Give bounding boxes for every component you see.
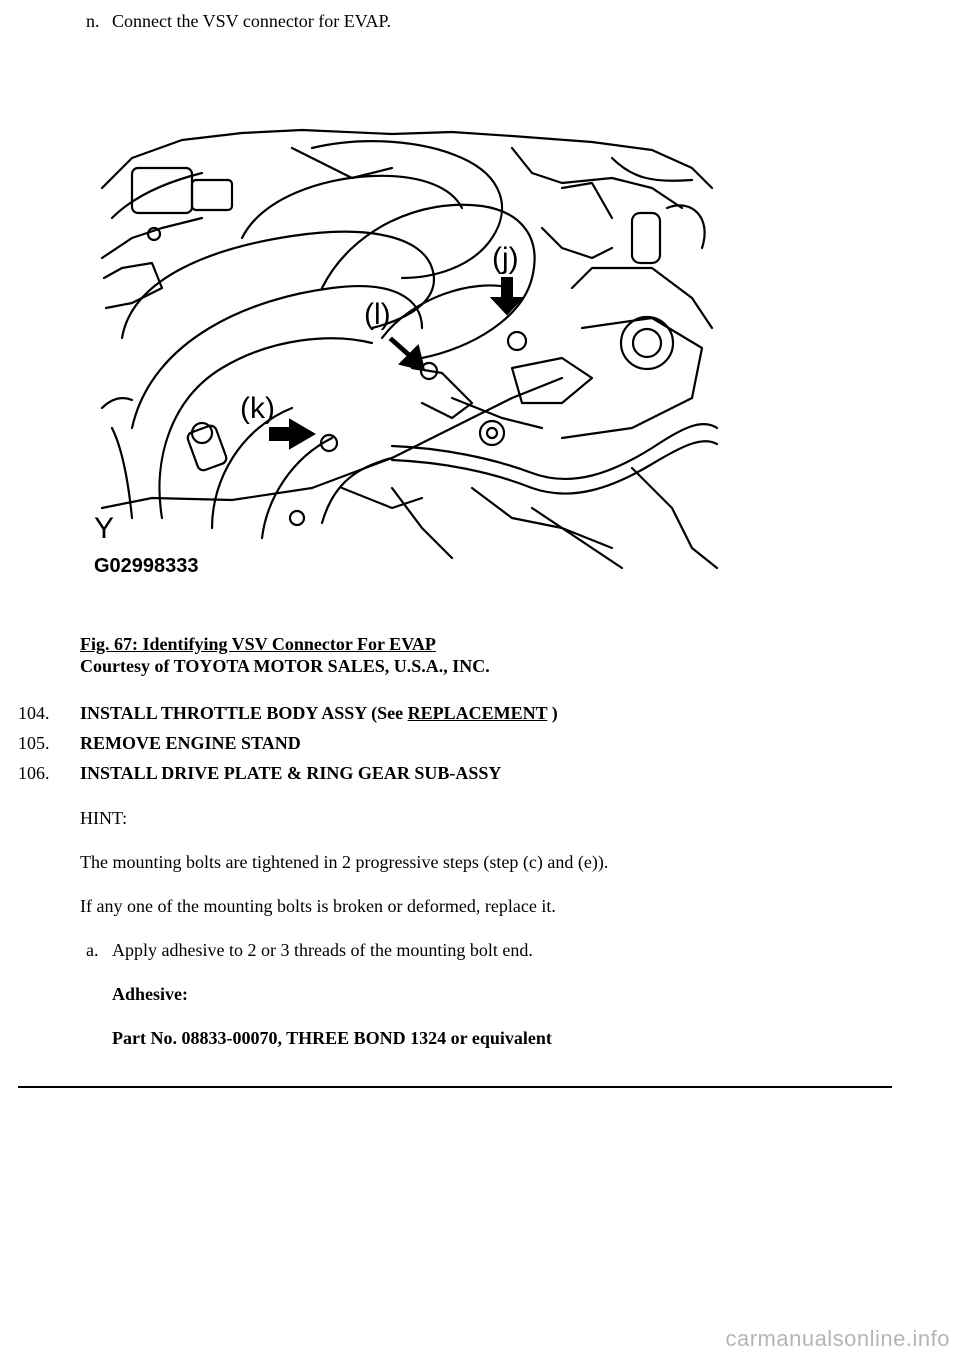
step-106-text: INSTALL DRIVE PLATE & RING GEAR SUB-ASSY [80, 763, 502, 783]
image-code: G02998333 [94, 555, 199, 577]
hint-label: HINT: [80, 808, 128, 828]
substep-n-marker: n. [86, 11, 100, 31]
substep-a-text: Apply adhesive to 2 or 3 threads of the mounting bolt end. [112, 940, 533, 960]
step-106-number: 106. [18, 763, 50, 783]
site-watermark: carmanualsonline.info [725, 1326, 950, 1351]
step-104-suffix: ) [547, 703, 558, 723]
adhesive-part-text: Part No. 08833-00070, THREE BOND 1324 or equivalent [112, 1028, 552, 1048]
page-divider [18, 1086, 892, 1088]
callout-k: (k) [240, 392, 275, 425]
adhesive-label: Adhesive: [112, 984, 188, 1004]
view-letter: Y [94, 512, 115, 545]
engine-figure [92, 128, 720, 580]
step-104-number: 104. [18, 703, 50, 723]
engine-drawing [92, 128, 720, 580]
substep-a-marker: a. [86, 940, 99, 960]
hint-line-2: If any one of the mounting bolts is broken or deformed, replace it. [80, 896, 556, 916]
arrow-j [492, 278, 522, 314]
courtesy-line: Courtesy of TOYOTA MOTOR SALES, U.S.A., INC. [80, 656, 490, 676]
step-105-text: REMOVE ENGINE STAND [80, 733, 301, 753]
step-105-number: 105. [18, 733, 50, 753]
callout-l: (l) [364, 298, 391, 331]
replacement-link[interactable]: REPLACEMENT [407, 703, 548, 723]
figure-caption-link[interactable]: Fig. 67: Identifying VSV Connector For EVAP [80, 634, 436, 654]
step-104-label: INSTALL THROTTLE BODY ASSY (See [80, 703, 408, 723]
hint-line-1: The mounting bolts are tightened in 2 progressive steps (step (c) and (e)). [80, 852, 609, 872]
arrow-l [390, 338, 424, 370]
substep-n-text: Connect the VSV connector for EVAP. [112, 11, 391, 31]
callout-j: (j) [492, 242, 519, 275]
step-104-text [80, 702, 558, 724]
arrow-k [270, 420, 314, 448]
